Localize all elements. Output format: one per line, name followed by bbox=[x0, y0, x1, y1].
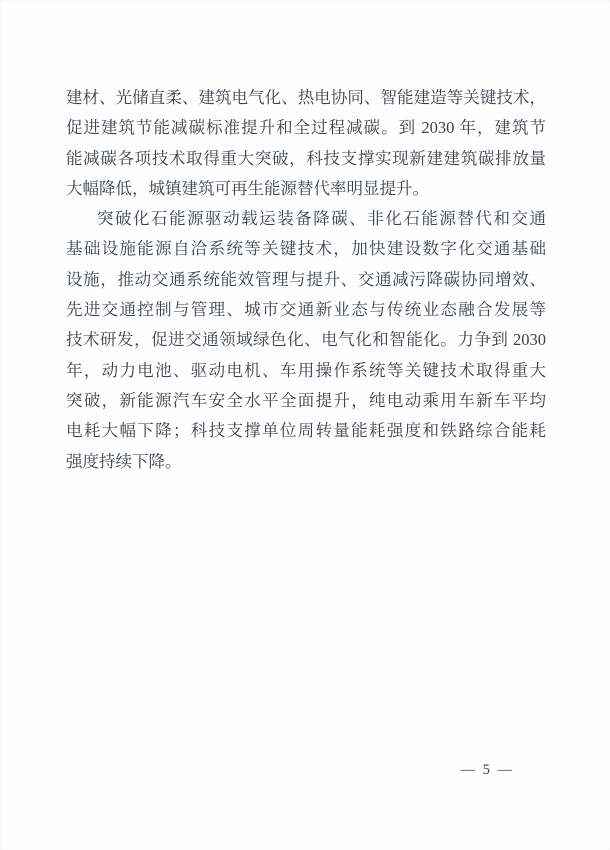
text-line: 突破，新能源汽车安全水平全面提升，纯电动乘用车新车平均 bbox=[66, 390, 546, 410]
text-line: 技术研发，促进交通领域绿色化、电气化和智能化。力争到 2030 bbox=[66, 330, 546, 350]
text-line: 促进建筑节能减碳标准提升和全过程减碳。到 2030 年，建筑节 bbox=[66, 118, 546, 138]
text-line: 年，动力电池、驱动电机、车用操作系统等关键技术取得重大 bbox=[66, 360, 546, 380]
text-line: 设施，推动交通系统能效管理与提升、交通减污降碳协同增效、 bbox=[66, 269, 546, 289]
text-line: 强度持续下降。 bbox=[66, 451, 182, 471]
text-line: 电耗大幅下降；科技支撑单位周转量能耗强度和铁路综合能耗 bbox=[66, 421, 546, 441]
text-line: 能减碳各项技术取得重大突破，科技支撑实现新建建筑碳排放量 bbox=[66, 148, 546, 168]
page-number: — 5 — bbox=[460, 762, 514, 778]
text-line: 大幅降低，城镇建筑可再生能源替代率明显提升。 bbox=[66, 178, 429, 198]
text-line: 基础设施能源自洽系统等关键技术，加快建设数字化交通基础 bbox=[66, 239, 546, 259]
document-body bbox=[66, 83, 546, 477]
text-line: 先进交通控制与管理、城市交通新业态与传统业态融合发展等 bbox=[66, 300, 546, 320]
text-line: 突破化石能源驱动载运装备降碳、非化石能源替代和交通 bbox=[97, 209, 546, 229]
text-line: 建材、光储直柔、建筑电气化、热电协同、智能建造等关键技术， bbox=[66, 88, 546, 107]
